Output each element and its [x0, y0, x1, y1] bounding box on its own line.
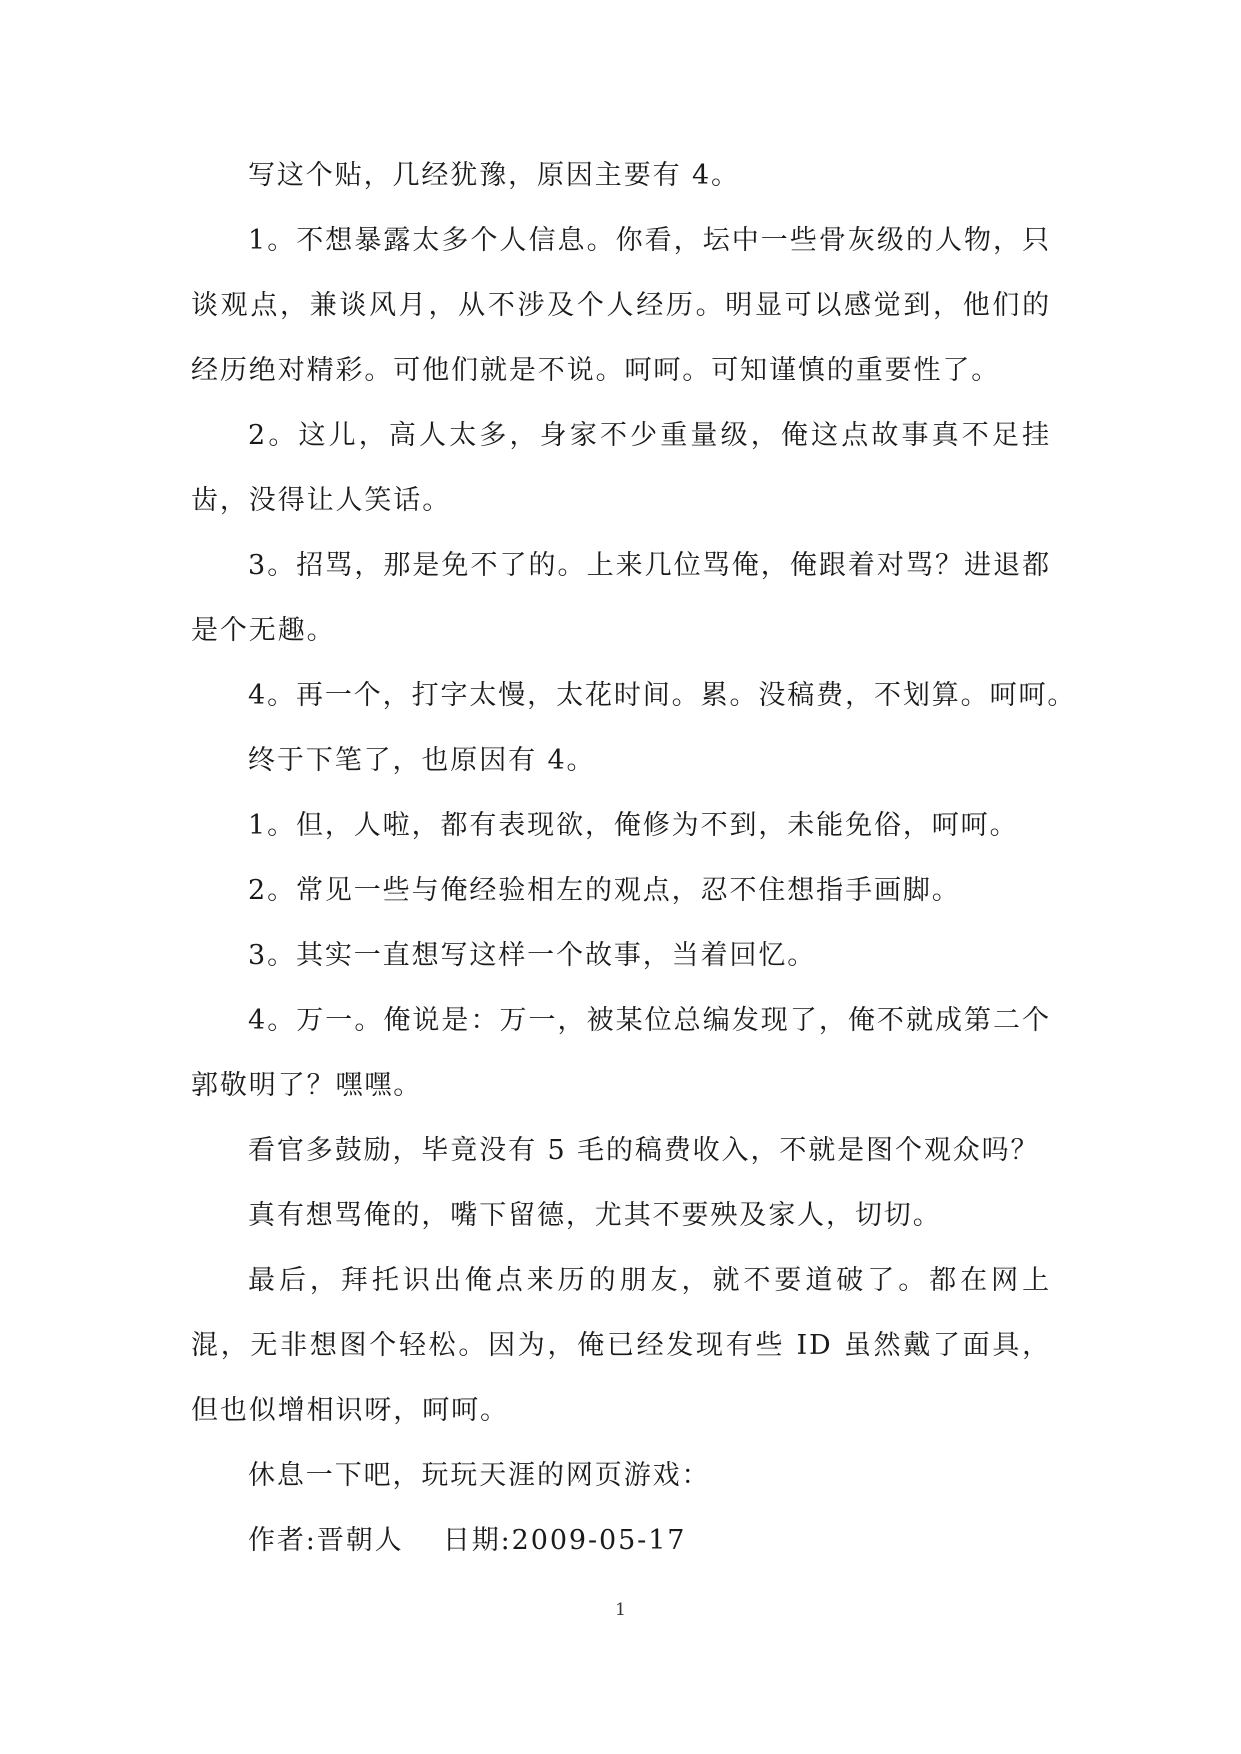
paragraph-encouragement: 看官多鼓励，毕竟没有 5 毛的稿费收入，不就是图个观众吗？: [248, 1135, 1040, 1166]
paragraph-intro: 写这个贴，几经犹豫，原因主要有 4。: [248, 160, 740, 191]
page-number: 1: [615, 1600, 626, 1620]
paragraph-reason-2: 2。这儿，高人太多，身家不少重量级，俺这点故事真不足挂齿，没得让人笑话。: [191, 420, 1051, 516]
paragraph-decision: 终于下笔了，也原因有 4。: [248, 745, 596, 776]
author-date-line: 作者:晋朝人 日期:2009-05-17: [248, 1525, 687, 1556]
paragraph-reason-3: 3。招骂，那是免不了的。上来几位骂俺，俺跟着对骂？进退都是个无趣。: [191, 550, 1051, 646]
paragraph-game-note: 休息一下吧，玩玩天涯的网页游戏：: [248, 1460, 711, 1491]
paragraph-motive-2: 2。常见一些与俺经验相左的观点，忍不住想指手画脚。: [248, 875, 961, 906]
paragraph-motive-4: 4。万一。俺说是：万一，被某位总编发现了，俺不就成第二个郭敬明了？嘿嘿。: [191, 1005, 1051, 1101]
paragraph-reason-4: 4。再一个，打字太慢，太花时间。累。没稿费，不划算。呵呵。: [248, 680, 1077, 711]
paragraph-request: 真有想骂俺的，嘴下留德，尤其不要殃及家人，切切。: [248, 1200, 942, 1231]
paragraph-reason-1: 1。不想暴露太多个人信息。你看，坛中一些骨灰级的人物，只谈观点，兼谈风月，从不涉及个人经历。明显可以感觉到，他们的经历绝对精彩。可他们就是不说。呵呵。可知谨慎的重要性了。: [191, 225, 1051, 386]
paragraph-motive-3: 3。其实一直想写这样一个故事，当着回忆。: [248, 940, 817, 971]
paragraph-closing: 最后，拜托识出俺点来历的朋友，就不要道破了。都在网上混，无非想图个轻松。因为，俺已经发现有些 ID 虽然戴了面具，但也似增相识呀，呵呵。: [191, 1265, 1051, 1426]
paragraph-motive-1: 1。但，人啦，都有表现欲，俺修为不到，未能免俗，呵呵。: [248, 810, 1019, 841]
